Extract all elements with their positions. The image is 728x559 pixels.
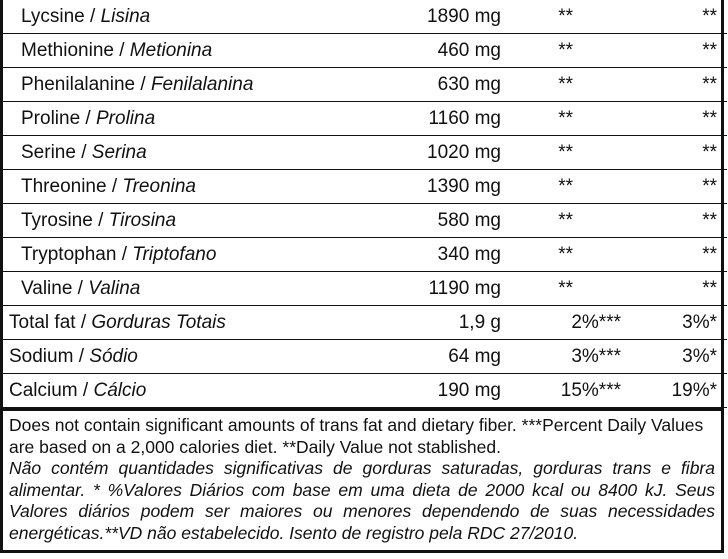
nutrient-amount: 460 mg <box>437 40 501 61</box>
name-separator: / <box>84 6 101 27</box>
nutrient-row <box>3 0 727 34</box>
nutrient-name <box>3 306 303 340</box>
daily-value-2: ** <box>702 74 717 95</box>
nutrient-amount: 1390 mg <box>427 176 501 197</box>
nutrient-name <box>3 374 303 408</box>
nutrient-name <box>3 170 303 204</box>
nutrient-name-pt: Prolina <box>96 108 156 129</box>
nutrient-row <box>3 306 727 340</box>
daily-value-1: ** <box>558 176 573 197</box>
daily-value-2: 3%* <box>682 346 717 367</box>
nutrient-row <box>3 170 727 204</box>
daily-value-2: ** <box>702 6 717 27</box>
nutrient-amount: 580 mg <box>437 210 501 231</box>
nutrient-row <box>3 102 727 136</box>
footnote <box>3 408 721 544</box>
nutrient-name-pt: Lisina <box>100 6 151 27</box>
nutrient-name <box>3 34 303 68</box>
nutrient-name-en: Tryptophan <box>21 244 117 265</box>
nutrient-name <box>3 102 303 136</box>
daily-value-2: ** <box>702 142 717 163</box>
nutrient-row <box>3 136 727 170</box>
name-separator: / <box>135 74 151 95</box>
nutrient-name-en: Lycsine <box>21 6 85 27</box>
nutrient-row <box>3 34 727 68</box>
nutrient-amount: 1160 mg <box>428 108 501 129</box>
nutrient-name <box>3 0 303 34</box>
nutrient-name <box>3 340 303 374</box>
nutrient-name-pt: Triptofano <box>132 244 217 265</box>
nutrient-name <box>3 272 303 306</box>
name-separator: / <box>106 176 123 197</box>
nutrient-row <box>3 272 727 306</box>
nutrient-row <box>3 238 727 272</box>
name-separator: / <box>80 108 96 129</box>
nutrient-row <box>3 374 727 408</box>
nutrient-row <box>3 340 727 374</box>
nutrient-name-pt: Valina <box>88 278 141 299</box>
nutrient-name-en: Serine <box>21 142 76 163</box>
nutrient-name <box>3 238 303 272</box>
nutrient-name-en: Proline <box>21 108 81 129</box>
name-separator: / <box>116 244 133 265</box>
name-separator: / <box>77 380 94 401</box>
footnote-portuguese: Não contém quantidades significativas de gorduras saturadas, gorduras trans e fibra alimentar. * %Valores Diários com base em uma dieta de 2000 kcal ou 8400 kJ. Seus Valores diários podem ser maiores ou menores dependendo de suas necessidades energéticas.**VD não estabelecido. Isento de registro pela RDC 27/2010. <box>9 458 715 543</box>
daily-value-2: ** <box>702 40 717 61</box>
name-separator: / <box>75 312 92 333</box>
nutrient-amount: 1,9 g <box>458 312 501 333</box>
daily-value-1: ** <box>558 210 573 231</box>
daily-value-2: ** <box>702 108 717 129</box>
nutrient-amount: 1020 mg <box>427 142 501 163</box>
daily-value-1: ** <box>558 108 573 129</box>
nutrient-name <box>3 68 303 102</box>
daily-value-1: ** <box>558 244 573 265</box>
nutrient-name-en: Sodium <box>9 346 74 367</box>
nutrient-name-en: Methionine <box>21 40 114 61</box>
daily-value-1: ** <box>558 40 573 61</box>
nutrient-name-pt: Serina <box>91 142 147 163</box>
nutrient-name <box>3 204 303 238</box>
daily-value-1: 15%*** <box>560 380 621 401</box>
nutrient-name-pt: Tirosina <box>108 210 177 231</box>
nutrient-name-pt: Metionina <box>129 40 213 61</box>
daily-value-2: ** <box>702 176 717 197</box>
nutrient-amount: 630 mg <box>437 74 501 95</box>
nutrient-name-en: Total fat <box>9 312 76 333</box>
daily-value-1: ** <box>558 142 573 163</box>
nutrient-name <box>3 136 303 170</box>
daily-value-2: 19%* <box>671 380 717 401</box>
name-separator: / <box>92 210 109 231</box>
daily-value-2: ** <box>702 244 717 265</box>
nutrient-name-pt: Fenilalanina <box>150 74 254 95</box>
daily-value-2: ** <box>702 278 717 299</box>
nutrient-amount: 190 mg <box>437 380 501 401</box>
daily-value-1: ** <box>558 6 573 27</box>
nutrient-name-pt: Gorduras Totais <box>91 312 226 333</box>
nutrient-name-en: Valine <box>21 278 73 299</box>
nutrition-table <box>3 0 727 408</box>
nutrient-amount: 1190 mg <box>428 278 501 299</box>
nutrient-row <box>3 68 727 102</box>
name-separator: / <box>73 346 90 367</box>
nutrient-name-pt: Treonina <box>122 176 196 197</box>
nutrient-name-pt: Cálcio <box>93 380 147 401</box>
nutrient-name-en: Phenilalanine <box>21 74 136 95</box>
nutrient-amount: 64 mg <box>448 346 501 367</box>
nutrition-rows <box>3 0 727 408</box>
nutrient-name-en: Threonine <box>21 176 107 197</box>
nutrient-name-pt: Sódio <box>89 346 138 367</box>
name-separator: / <box>113 40 130 61</box>
nutrient-name-en: Tyrosine <box>21 210 93 231</box>
footnote-english: Does not contain significant amounts of trans fat and dietary fiber. ***Percent Daily Values are based on a 2,000 calories diet. **Daily Value not stablished. <box>9 415 704 457</box>
daily-value-1: ** <box>558 74 573 95</box>
nutrient-amount: 1890 mg <box>427 6 501 27</box>
daily-value-2: 3%* <box>682 312 717 333</box>
daily-value-1: 3%*** <box>571 346 621 367</box>
daily-value-1: 2%*** <box>571 312 621 333</box>
nutrient-row <box>3 204 727 238</box>
nutrient-amount: 340 mg <box>437 244 501 265</box>
nutrient-name-en: Calcium <box>9 380 78 401</box>
daily-value-1: ** <box>558 278 573 299</box>
name-separator: / <box>72 278 89 299</box>
daily-value-2: ** <box>702 210 717 231</box>
name-separator: / <box>75 142 92 163</box>
